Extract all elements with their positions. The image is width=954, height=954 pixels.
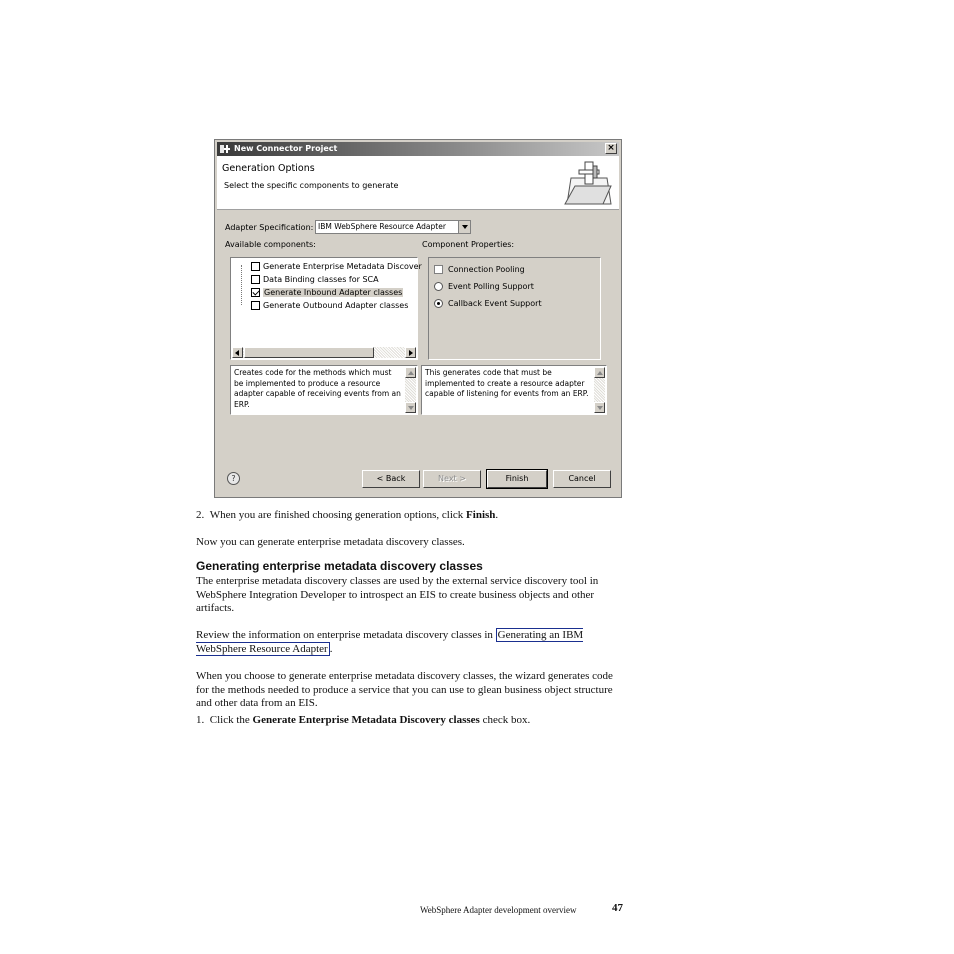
footer-section-title: WebSphere Adapter development overview [420, 905, 577, 915]
finish-button[interactable]: Finish [487, 470, 547, 488]
next-button[interactable]: Next > [423, 470, 481, 488]
component-properties-label: Component Properties: [422, 240, 515, 249]
tree-connector-lines [241, 265, 250, 305]
dialog-title: New Connector Project [234, 144, 338, 153]
back-button[interactable]: < Back [362, 470, 420, 488]
paragraph-review: Review the information on enterprise metadata discovery classes in Generating an IBM WebSphere Resource Adapter . [196, 629, 584, 655]
help-icon[interactable]: ? [227, 472, 240, 485]
component-item-data-binding[interactable]: Data Binding classes for SCA [251, 274, 379, 287]
step-1: 1. Click the Generate Enterprise Metadata Discovery classes check box. [196, 714, 531, 726]
connector-project-icon [220, 144, 230, 154]
scroll-down-icon[interactable] [594, 402, 605, 413]
adapter-spec-select[interactable] [315, 220, 471, 234]
property-description: This generates code that must be implemented to create a resource adapter capable of listening for events from an ERP. [421, 365, 607, 415]
components-tree [230, 257, 422, 360]
cancel-button[interactable]: Cancel [553, 470, 611, 488]
title-bar [217, 142, 619, 156]
horizontal-scrollbar[interactable] [232, 347, 416, 358]
generating-adapter-link[interactable]: Generating an IBM WebSphere Resource Adapter [196, 629, 584, 655]
step-2: 2. When you are finished choosing generation options, click Finish. [196, 509, 499, 521]
close-icon: × [607, 143, 615, 153]
component-item-emd[interactable]: Generate Enterprise Metadata Discover [251, 261, 422, 274]
scroll-down-icon[interactable] [405, 402, 416, 413]
wizard-header [217, 156, 619, 210]
connection-pooling-option[interactable]: Connection Pooling [434, 264, 525, 276]
checkbox[interactable] [251, 301, 260, 310]
checkbox[interactable] [434, 265, 443, 274]
folder-connector-wizard-icon [563, 160, 613, 206]
component-description: Creates code for the methods which must be implemented to produce a resource adapter capable of receiving events from an ERP. [230, 365, 418, 415]
paragraph-intro: The enterprise metadata discovery classes are used by the external service discovery tool in WebSphere Integration Developer to introspect an EIS to create business objects and other artifacts. [196, 575, 599, 615]
page-subtitle: Select the specific components to generate [224, 181, 399, 190]
checkbox[interactable] [251, 275, 260, 284]
section-heading: Generating enterprise metadata discovery classes [196, 559, 483, 573]
scroll-up-icon[interactable] [405, 367, 416, 378]
radio-button[interactable] [434, 282, 443, 291]
scroll-left-icon[interactable] [232, 347, 243, 358]
vertical-scrollbar[interactable] [405, 367, 416, 413]
scroll-right-icon[interactable] [405, 347, 416, 358]
adapter-spec-value: IBM WebSphere Resource Adapter [318, 222, 446, 231]
available-components-label: Available components: [225, 240, 316, 249]
chevron-down-icon[interactable] [458, 221, 470, 233]
scroll-up-icon[interactable] [594, 367, 605, 378]
page-number: 47 [612, 902, 623, 914]
close-button[interactable] [605, 143, 617, 154]
adapter-spec-label: Adapter Specification: [225, 223, 314, 232]
radio-button-selected[interactable] [434, 299, 443, 308]
scroll-thumb[interactable] [244, 347, 374, 358]
checkbox-checked[interactable] [251, 288, 260, 297]
paragraph-wizard: When you choose to generate enterprise metadata discovery classes, the wizard generates code for the methods needed to produce a service that you can use to glean business object structure and other data from an EIS. [196, 670, 613, 710]
paragraph-now: Now you can generate enterprise metadata discovery classes. [196, 536, 465, 548]
checkbox[interactable] [251, 262, 260, 271]
component-properties-panel [428, 257, 601, 360]
vertical-scrollbar[interactable] [594, 367, 605, 413]
new-connector-project-dialog [214, 139, 622, 498]
page-title: Generation Options [222, 163, 315, 174]
callback-event-option[interactable]: Callback Event Support [434, 298, 542, 310]
event-polling-option[interactable]: Event Polling Support [434, 281, 534, 293]
component-item-inbound[interactable]: Generate Inbound Adapter classes [251, 287, 403, 300]
component-item-outbound[interactable]: Generate Outbound Adapter classes [251, 300, 408, 313]
